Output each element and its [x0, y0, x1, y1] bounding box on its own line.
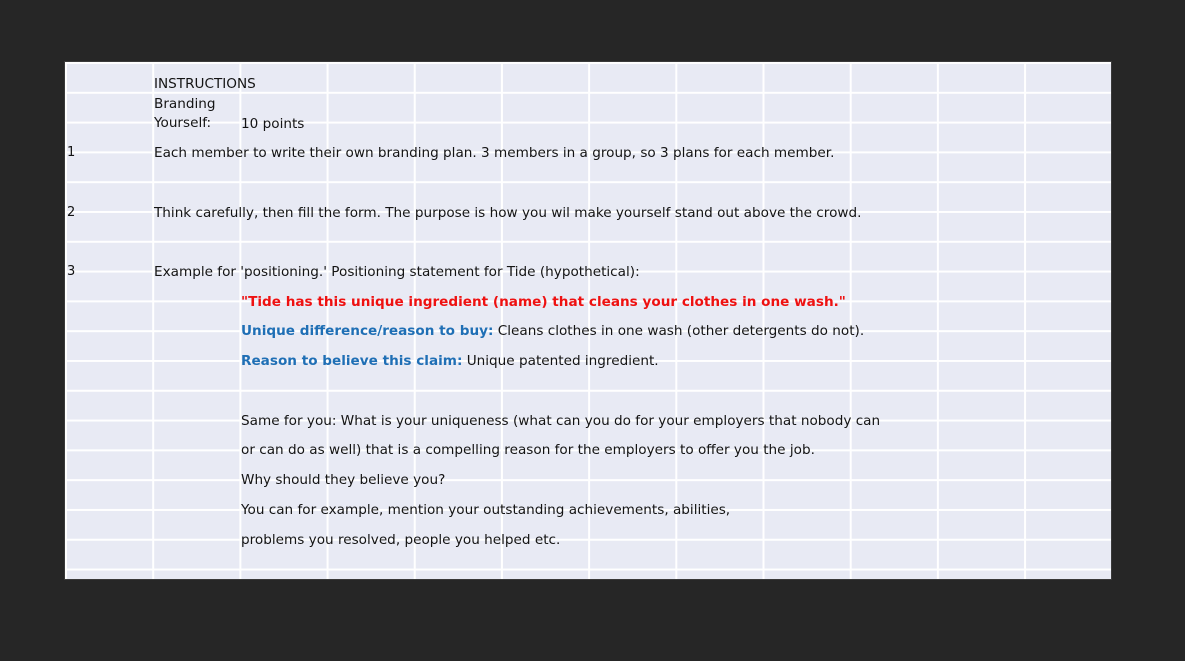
item-number-1: 1: [67, 145, 76, 160]
spreadsheet-grid: [65, 62, 1111, 579]
item-number-2: 2: [67, 205, 76, 220]
guidance-line: or can do as well) that is a compelling reason for the employers to offer you the job.: [241, 442, 815, 458]
item-text-2: Think carefully, then fill the form. The purpose is how you wil make yourself stand out above the crowd.: [154, 205, 862, 221]
instructions-heading: INSTRUCTIONS: [154, 76, 256, 92]
points-value: 10 points: [241, 116, 305, 132]
guidance-line: Why should they believe you?: [241, 472, 446, 488]
tide-quote: "Tide has this unique ingredient (name) that cleans your clothes in one wash.": [241, 294, 846, 310]
unique-difference-label: Unique difference/reason to buy:: [241, 323, 494, 339]
branding-title-line2: Yourself:: [154, 115, 212, 131]
item-number-3: 3: [67, 264, 76, 279]
reason-to-believe-row: [241, 352, 659, 370]
guidance-line: problems you resolved, people you helped etc.: [241, 532, 561, 548]
guidance-line: Same for you: What is your uniqueness (what can you do for your employers that nobody can: [241, 413, 881, 429]
reason-to-believe-label: Reason to believe this claim:: [241, 353, 463, 369]
item-text-3: Example for 'positioning.' Positioning statement for Tide (hypothetical):: [154, 264, 640, 280]
branding-title-line1: Branding: [154, 96, 216, 112]
item-text-1: Each member to write their own branding plan. 3 members in a group, so 3 plans for each member.: [154, 145, 835, 161]
reason-to-believe-text: Unique patented ingredient.: [462, 353, 659, 369]
guidance-line: You can for example, mention your outstanding achievements, abilities,: [241, 502, 731, 518]
unique-difference-row: [241, 322, 864, 340]
unique-difference-text: Cleans clothes in one wash (other detergents do not).: [493, 323, 865, 339]
